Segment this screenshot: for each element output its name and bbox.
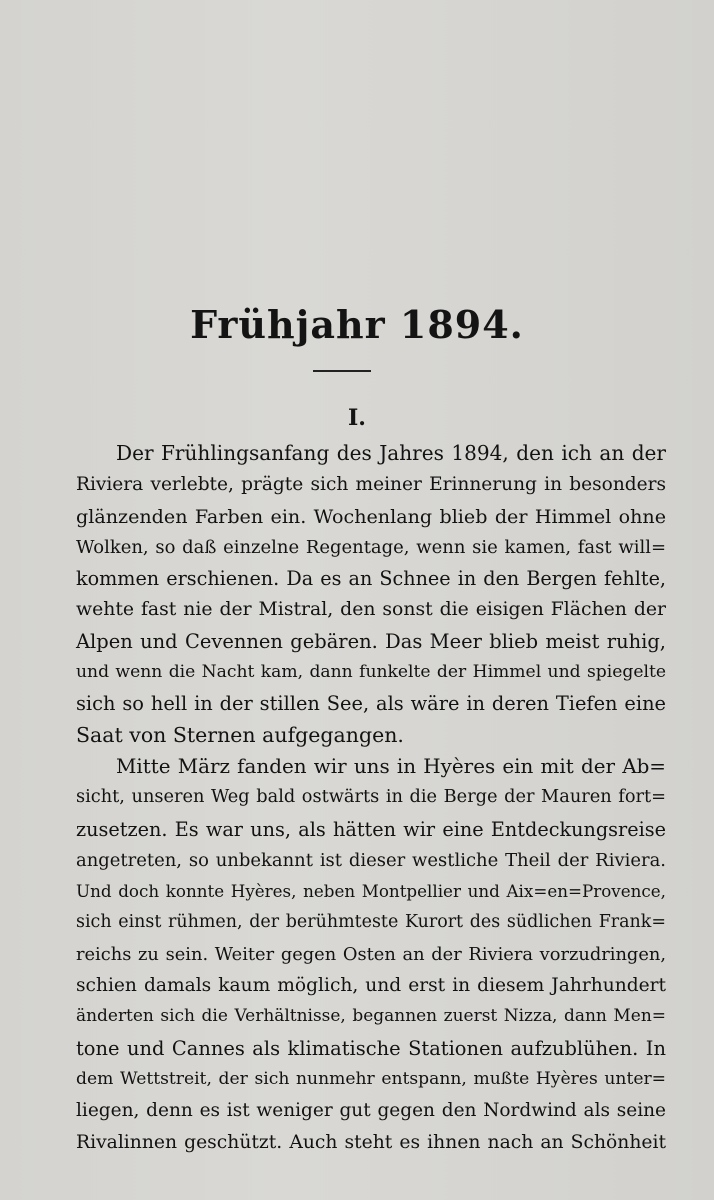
text-line: Riviera verlebte, prägte sich meiner Erinnerung in besonders bbox=[76, 474, 666, 496]
text-line: sich einst rühmen, der berühmteste Kurort des südlichen Frank= bbox=[76, 912, 666, 933]
text-line: änderten sich die Verhältnisse, begannen zuerst Nizza, dann Men= bbox=[76, 1006, 666, 1027]
text-line: reichs zu sein. Weiter gegen Osten an der Riviera vorzudringen, bbox=[76, 943, 666, 965]
text-line: tone und Cannes als klimatische Stationen aufzublühen. In bbox=[76, 1036, 666, 1060]
text-line: glänzenden Farben ein. Wochenlang blieb der Himmel ohne bbox=[76, 504, 666, 528]
text-line: angetreten, so unbekannt ist dieser westliche Theil der Riviera. bbox=[76, 849, 666, 871]
text-line: Der Frühlingsanfang des Jahres 1894, den ich an der bbox=[116, 441, 666, 465]
text-line: wehte fast nie der Mistral, den sonst die eisigen Flächen der bbox=[76, 599, 666, 621]
page-title: Frühjahr 1894. bbox=[190, 302, 524, 347]
text-line: Mitte März fanden wir uns in Hyères ein mit der Ab= bbox=[116, 754, 666, 778]
text-line: kommen erschienen. Da es an Schnee in den Bergen fehlte, bbox=[76, 567, 666, 591]
text-line: sich so hell in der stillen See, als wäre in deren Tiefen eine bbox=[76, 692, 666, 716]
text-line: Wolken, so daß einzelne Regentage, wenn sie kamen, fast will= bbox=[76, 536, 666, 558]
text-line: sicht, unseren Weg bald ostwärts in die Berge der Mauren fort= bbox=[76, 787, 666, 808]
text-line: Und doch konnte Hyères, neben Montpellier und Aix=en=Provence, bbox=[76, 881, 666, 902]
text-line: Alpen und Cevennen gebären. Das Meer blieb meist ruhig, bbox=[76, 629, 666, 653]
text-line: schien damals kaum möglich, und erst in diesem Jahrhundert bbox=[76, 975, 666, 997]
text-line: zusetzen. Es war uns, als hätten wir eine Entdeckungsreise bbox=[76, 817, 666, 841]
body-text bbox=[76, 438, 666, 1158]
title-rule bbox=[313, 370, 371, 372]
text-line: dem Wettstreit, der sich nunmehr entspann, mußte Hyères unter= bbox=[76, 1068, 666, 1089]
text-line: und wenn die Nacht kam, dann funkelte der Himmel und spiegelte bbox=[76, 662, 666, 683]
section-numeral: I. bbox=[348, 405, 366, 431]
text-line: liegen, denn es ist weniger gut gegen den Nordwind als seine bbox=[76, 1100, 666, 1122]
text-line: Saat von Sternen aufgegangen. bbox=[76, 722, 404, 747]
text-line: Rivalinnen geschützt. Auch steht es ihnen nach an Schönheit bbox=[76, 1131, 666, 1153]
